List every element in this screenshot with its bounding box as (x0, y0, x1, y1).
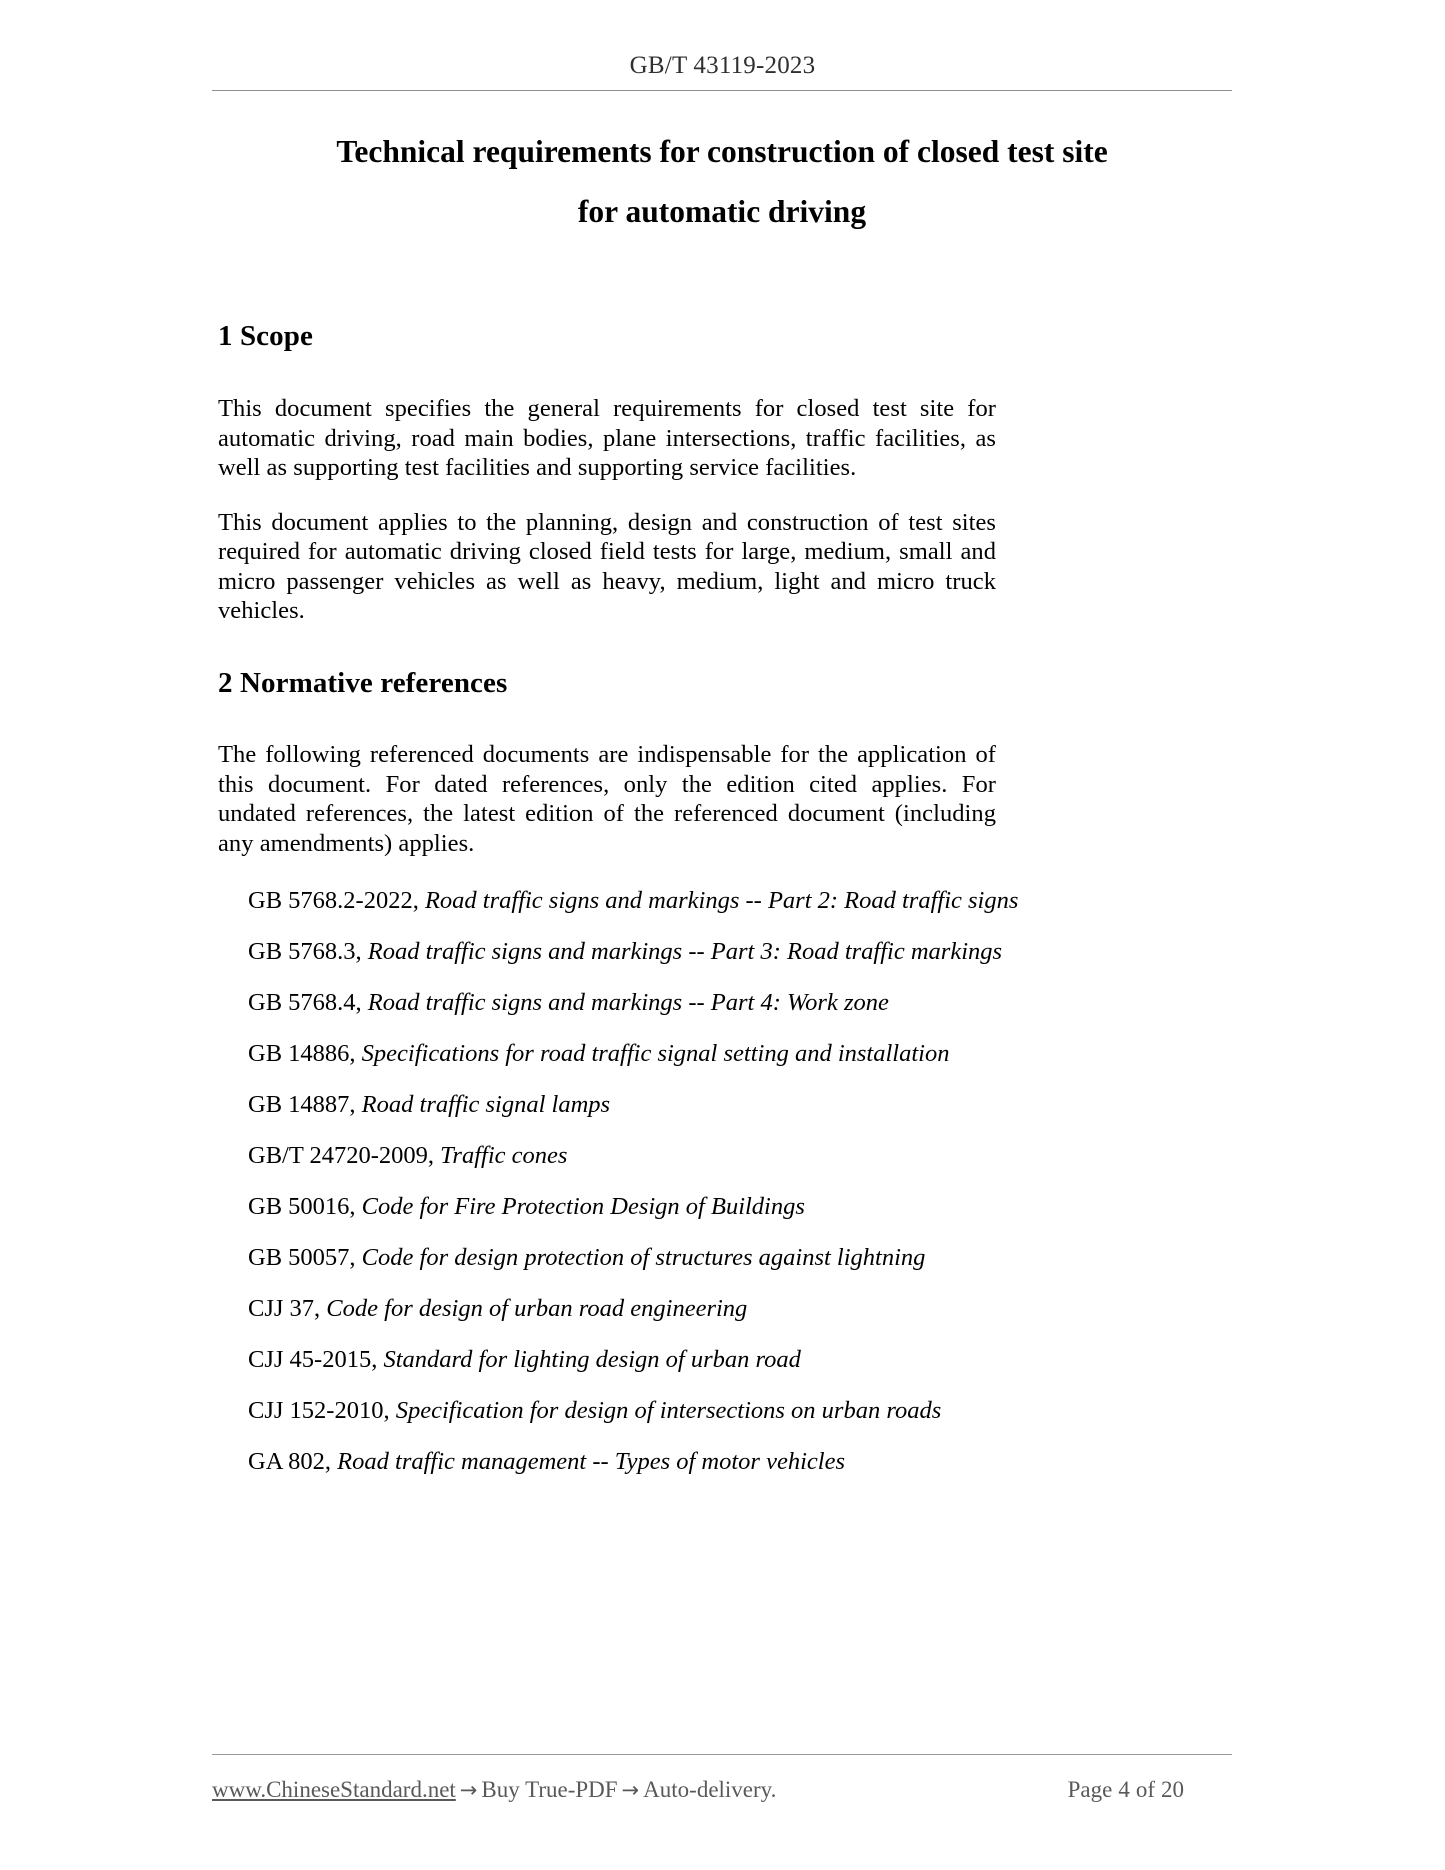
document-title-line1: Technical requirements for construction of closed test site (336, 134, 1108, 169)
delivery-label: Auto-delivery. (643, 1777, 777, 1802)
reference-id: CJJ 37, (248, 1295, 321, 1323)
reference-id: GB 14886, (248, 1040, 356, 1068)
document-body (218, 320, 1019, 1498)
reference-title: Road traffic signs and markings -- Part 3: Road traffic markings (367, 938, 1003, 966)
list-item (248, 1192, 996, 1221)
of-label: of (1135, 1777, 1155, 1802)
running-head: GB/T 43119-2023 (629, 52, 816, 79)
reference-id: GB 14887, (248, 1091, 356, 1119)
reference-title: Road traffic signal lamps (361, 1091, 611, 1119)
list-item (248, 886, 1019, 915)
page-label: Page (1067, 1777, 1113, 1802)
document-title (222, 122, 1222, 242)
reference-id: GB 5768.2-2022, (248, 887, 419, 915)
normative-references-paragraph-1: The following referenced documents are indispensable for the application of this document. For dated references, only the edition cited applies. For undated references, the latest edition of the referenced document (including any amendments) applies. (218, 741, 996, 857)
reference-title: Road traffic signs and markings -- Part 2: Road traffic signs (424, 887, 1019, 915)
list-item (248, 1090, 996, 1119)
reference-title: Code for design protection of structures against lightning (361, 1244, 926, 1272)
reference-id: GB/T 24720-2009, (248, 1142, 435, 1170)
reference-title: Specification for design of intersections on urban roads (395, 1397, 942, 1425)
website-link[interactable]: www.ChineseStandard.net (212, 1777, 456, 1802)
section-heading-scope: 1 Scope (218, 320, 313, 352)
scope-paragraph-1: This document specifies the general requirements for closed test site for automatic driving, road main bodies, plane intersections, traffic facilities, as well as supporting test facilities and supporting service facilities. (218, 395, 996, 482)
reference-title: Code for design of urban road engineering (326, 1295, 748, 1323)
page-number: 4 (1118, 1777, 1130, 1802)
page-total: 20 (1161, 1777, 1184, 1802)
reference-title: Specifications for road traffic signal setting and installation (361, 1040, 950, 1068)
list-item (248, 1345, 996, 1374)
document-title-line2: for automatic driving (577, 194, 867, 229)
reference-title: Traffic cones (440, 1142, 568, 1170)
reference-id: CJJ 45-2015, (248, 1346, 378, 1374)
list-item (248, 1039, 996, 1068)
list-item (248, 988, 996, 1017)
normative-reference-list (218, 886, 1019, 1476)
reference-id: GB 50016, (248, 1193, 356, 1221)
arrow-right-icon: → (459, 1778, 478, 1802)
list-item (248, 1396, 996, 1425)
list-item (248, 1447, 996, 1476)
page-footer (212, 1770, 1232, 1810)
reference-title: Road traffic signs and markings -- Part 4: Work zone (367, 989, 889, 1017)
list-item (248, 1294, 996, 1323)
reference-id: GA 802, (248, 1448, 332, 1476)
reference-id: GB 5768.3, (248, 938, 362, 966)
list-item (248, 937, 1003, 966)
reference-id: GB 5768.4, (248, 989, 362, 1017)
footer-divider (212, 1754, 1232, 1755)
reference-id: CJJ 152-2010, (248, 1397, 390, 1425)
arrow-right-icon: → (621, 1778, 640, 1802)
reference-title: Road traffic management -- Types of motor vehicles (337, 1448, 845, 1476)
page-indicator (1068, 1777, 1232, 1803)
reference-title: Code for Fire Protection Design of Buildings (361, 1193, 805, 1221)
section-heading-normative-references: 2 Normative references (218, 666, 508, 699)
list-item (248, 1141, 996, 1170)
buy-label: Buy True-PDF (481, 1777, 618, 1802)
scope-paragraph-2: This document applies to the planning, design and construction of test sites required for automatic driving closed field tests for large, medium, small and micro passenger vehicles as well as heavy, medium, light and micro truck vehicles. (218, 508, 996, 625)
reference-id: GB 50057, (248, 1244, 356, 1272)
header-divider (212, 90, 1232, 91)
footer-promo (212, 1777, 776, 1803)
list-item (248, 1243, 996, 1272)
reference-title: Standard for lighting design of urban road (383, 1346, 801, 1374)
